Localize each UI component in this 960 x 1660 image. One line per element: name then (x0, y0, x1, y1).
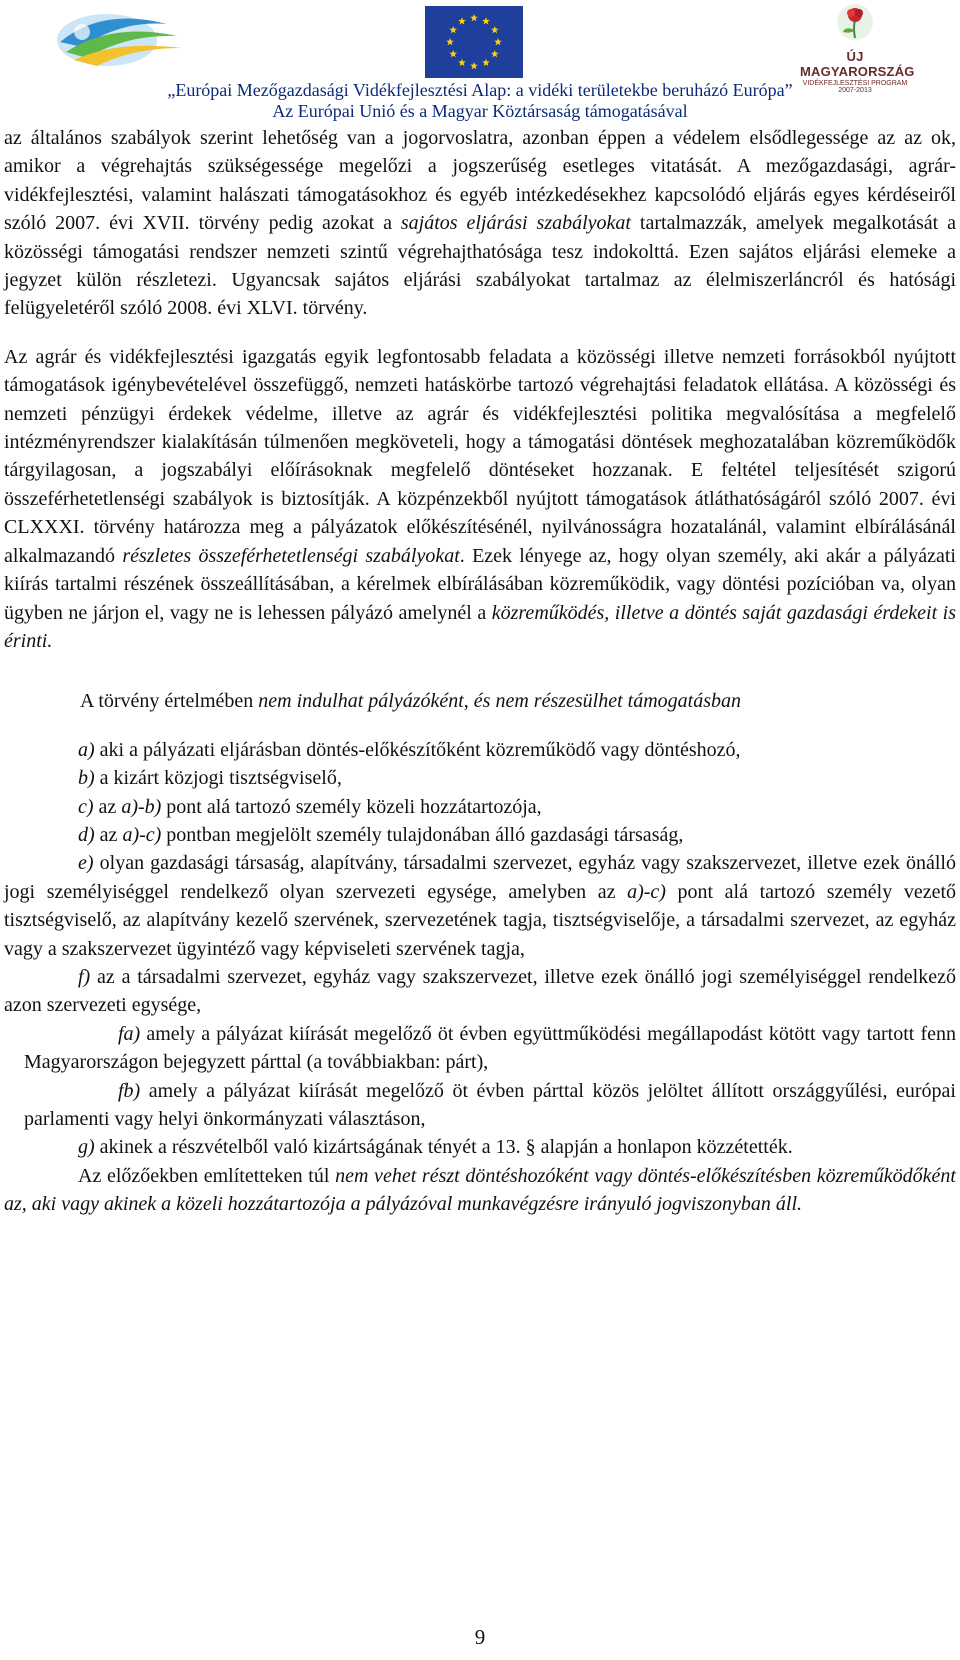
list-item: c) az a)-b) pont alá tartozó személy közeli hozzátartozója, (78, 795, 542, 818)
flower-icon (825, 2, 885, 44)
list-item: e) olyan gazdasági társaság, alapítvány, társadalmi szervezet, egyház vagy szakszervezet, illetve ezek önálló jogi személyiséggel rendelkező olyan szervezeti egysége, amelyben az a)-c) pont alá tartozó személy vezető tisztségviselő, az alapítvány kezelő szervének, szervezetének tagja, tisztségviselője, a társadalmi szervezet, az egyház vagy a szakszervezet ügyintéző vagy képviseleti szervének tagja, (4, 852, 956, 960)
eu-flag-logo (425, 6, 523, 83)
list-subitem: fb) amely a pályázat kiírását megelőző öt évben párttal közös jelöltet állított országgyűlési, európai parlamenti vagy helyi önkormányzati választáson, (24, 1079, 956, 1130)
list-item: g) akinek a részvételből való kizártságának tényét a 13. § alapján a honlapon közzétették. (78, 1136, 793, 1159)
paragraph-1: az általános szabályok szerint lehetőség van a jogorvoslatra, azonban éppen a védelem elsődlegessége az az ok, amikor a végrehajtás szükségessége megelőzi a jogszerűség esetleges vitatását. A mezőgazdasági, agrár-vidékfejlesztési, valamint halászati támogatásokhoz és egyéb intézkedésekhez kapcsolódó eljárás egyes kérdéseiről szóló 2007. évi XVII. törvény pedig azokat a sajátos eljárási szabályokat tartalmazzák, amelyek megalkotását a közösségi támogatási rendszer nemzeti szintű végrehajthatósága tesz indokolttá. Ezen sajátos eljárási elemeke a jegyzet külön részletezi. Ugyancsak sajátos eljárási szabályokat tartalmaz az élelmiszerláncról és hatósági felügyeletéről szóló 2008. évi XLVI. törvény. (4, 127, 956, 320)
logo-title: ÚJ MAGYARORSZÁG (800, 49, 915, 79)
page-number: 9 (474, 1625, 486, 1649)
eu-agri-fund-logo (52, 2, 192, 79)
list-item: f) az a társadalmi szervezet, egyház vagy szakszervezet, illetve ezek önálló jogi személyiséggel rendelkező azon szervezeti egysége, (4, 965, 956, 1017)
header-line-1: „Európai Mezőgazdasági Vidékfejlesztési Alap: a vidéki területekbe beruházó Európa” (167, 80, 793, 100)
logo-years: 2007-2013 (838, 87, 872, 94)
list-item: a) aki a pályázati eljárásban döntés-előkészítőként közreműködő vagy döntéshozó, (78, 738, 741, 761)
paragraph-3: A törvény értelmében nem indulhat pályázóként, és nem részesülhet támogatásban (80, 690, 741, 713)
list-item: b) a kizárt közjogi tisztségviselő, (78, 767, 342, 790)
paragraph-last: Az előzőekben említetteken túl nem vehet részt döntéshozóként vagy döntés-előkészítésben közreműködőként az, aki vagy akinek a közeli hozzátartozója a pályázóval munkavégzésre irányuló jogviszonyban áll. (4, 1164, 956, 1216)
list-subitem: fa) amely a pályázat kiírását megelőző öt évben együttműködési megállapodást kötött vagy tartott fenn Magyarországon bejegyzett párttal (a továbbiakban: párt), (24, 1022, 956, 1074)
document-body (4, 124, 956, 1219)
paragraph-2: Az agrár és vidékfejlesztési igazgatás egyik legfontosabb feladata a közösségi illetve nemzeti forrásokból nyújtott támogatások igénybevételével összefüggő, nemzeti hatáskörbe tartozó végrehajtási feladatok ellátása. A közösségi és nemzeti pénzügyi érdekek védelme, illetve az agrár és vidékfejlesztési politika megvalósítása a megfelelő intézményrendszer kialakításán túlmenően megköveteli, hogy a támogatási döntések meghozatalában közreműködők tárgyilagosan, a jogszabályi előírásoknak megfelelő döntéseket hozzanak. E feltétel teljesítését szigorú összeférhetetlenségi szabályok is biztosítják. A közpénzekből nyújtott támogatások átláthatóságáról szóló 2007. évi CLXXXI. törvény határozza meg a pályázatok előkészítésénél, nyilvánosságra hozatalánál, valamint elbírálásánál alkalmazandó részletes összeférhetetlenségi szabályokat. Ezek lényege az, hogy olyan személy, aki akár a pályázati kiírás tartalmi részének összeállításában, a kérelmek elbírálásában közreműködik, vagy döntési pozícióban va, olyan ügyben ne járjon el, vagy ne is lehessen pályázó amelynél a közreműködés, illetve a döntés saját gazdasági érdekeit is érinti. (4, 345, 956, 652)
page-header (0, 0, 960, 121)
list-item: d) az a)-c) pontban megjelölt személy tulajdonában álló gazdasági társaság, (78, 823, 684, 846)
header-line-2: Az Európai Unió és a Magyar Köztársaság támogatásával (272, 101, 688, 121)
logo-subtitle: VIDÉKFEJLESZTÉSI PROGRAM (802, 80, 908, 87)
